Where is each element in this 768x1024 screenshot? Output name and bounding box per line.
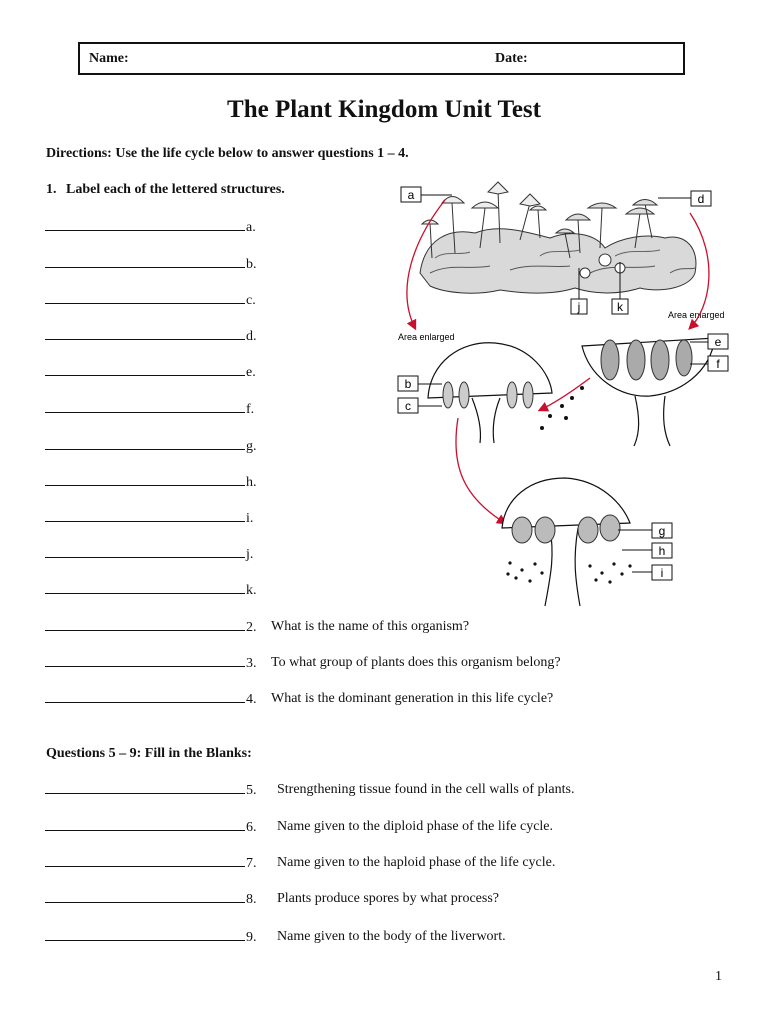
- name-label: Name:: [89, 51, 129, 66]
- blank[interactable]: [45, 364, 245, 376]
- answer-line-h[interactable]: [45, 474, 257, 491]
- date-label: Date:: [495, 51, 528, 66]
- blank[interactable]: [45, 855, 245, 867]
- question-9-text: Name given to the body of the liverwort.: [277, 929, 506, 944]
- label-letter: c.: [246, 293, 256, 308]
- answer-line-3[interactable]: [45, 655, 257, 672]
- blank[interactable]: [45, 256, 245, 268]
- question-1-number: 1.: [46, 182, 57, 197]
- label-letter: f.: [246, 402, 255, 417]
- label-box-k: [612, 299, 628, 314]
- label-box-f: [708, 356, 728, 371]
- label-letter: b.: [246, 257, 257, 272]
- blank[interactable]: [45, 219, 245, 231]
- blank[interactable]: [45, 691, 245, 703]
- question-3-text: To what group of plants does this organism belong?: [271, 655, 561, 670]
- answer-line-e[interactable]: [45, 364, 256, 381]
- question-5-text: Strengthening tissue found in the cell walls of plants.: [277, 782, 575, 797]
- label-letter-a: a: [407, 188, 415, 202]
- question-number: 4.: [246, 692, 257, 707]
- label-box-a: [401, 187, 421, 202]
- label-letter: i.: [246, 511, 254, 526]
- label-letter-j: j: [577, 300, 581, 314]
- answer-line-a[interactable]: [45, 219, 256, 236]
- answer-line-7[interactable]: [45, 855, 257, 872]
- blank[interactable]: [45, 929, 245, 941]
- label-letter-f: f: [716, 357, 720, 371]
- question-number: 2.: [246, 620, 257, 635]
- answer-line-i[interactable]: [45, 510, 253, 527]
- label-letter-c: c: [405, 399, 411, 413]
- answer-line-j[interactable]: [45, 546, 253, 563]
- question-number: 3.: [246, 656, 257, 671]
- label-letter: d.: [246, 329, 257, 344]
- area-enlarged-label-1: Area enlarged: [398, 332, 455, 342]
- blank[interactable]: [45, 546, 245, 558]
- label-letter-d: d: [697, 192, 705, 206]
- blank[interactable]: [45, 292, 245, 304]
- question-4-text: What is the dominant generation in this life cycle?: [271, 691, 554, 706]
- question-1-text: Label each of the lettered structures.: [66, 182, 285, 197]
- label-box-g: [652, 523, 672, 538]
- question-1: [46, 182, 285, 198]
- label-box-c: [398, 398, 418, 413]
- question-6-text: Name given to the diploid phase of the life cycle.: [277, 819, 554, 834]
- answer-line-b[interactable]: [45, 256, 257, 273]
- label-letter: h.: [246, 475, 257, 490]
- answer-line-5[interactable]: [45, 782, 257, 799]
- label-letter-b: b: [404, 377, 412, 391]
- antheridiophore-illustration: [428, 343, 552, 443]
- blank[interactable]: [45, 474, 245, 486]
- label-letter-g: g: [658, 524, 666, 538]
- question-number: 8.: [246, 892, 257, 907]
- label-letter: a.: [246, 220, 256, 235]
- label-letter-k: k: [617, 300, 623, 314]
- archegoniophore-illustration: [582, 338, 715, 446]
- answer-line-k[interactable]: [45, 582, 257, 599]
- question-number: 6.: [246, 820, 257, 835]
- label-letter: g.: [246, 439, 257, 454]
- liverwort-life-cycle-diagram: [390, 178, 735, 613]
- blank[interactable]: [45, 655, 245, 667]
- blank[interactable]: [45, 438, 245, 450]
- blank[interactable]: [45, 782, 245, 794]
- blank[interactable]: [45, 819, 245, 831]
- label-letter: k.: [246, 583, 257, 598]
- label-letter: j.: [246, 547, 254, 562]
- question-2-text: What is the name of this organism?: [271, 619, 470, 634]
- answer-line-8[interactable]: [45, 891, 257, 908]
- label-box-j: [571, 299, 587, 314]
- section-2-heading: Questions 5 – 9: Fill in the Blanks:: [46, 746, 252, 761]
- label-letter-e: e: [714, 335, 722, 349]
- answer-line-c[interactable]: [45, 292, 256, 309]
- label-box-i: [652, 565, 672, 580]
- answer-line-4[interactable]: [45, 691, 257, 708]
- label-box-d: [691, 191, 711, 206]
- answer-line-g[interactable]: [45, 438, 257, 455]
- question-number: 7.: [246, 856, 257, 871]
- blank[interactable]: [45, 328, 245, 340]
- label-letter-i: i: [660, 566, 664, 580]
- label-letter: e.: [246, 365, 256, 380]
- answer-line-d[interactable]: [45, 328, 257, 345]
- blank[interactable]: [45, 619, 245, 631]
- question-number: 5.: [246, 783, 257, 798]
- question-number: 9.: [246, 930, 257, 945]
- blank[interactable]: [45, 891, 245, 903]
- directions: Directions: Use the life cycle below to answer questions 1 – 4.: [46, 146, 409, 161]
- page-title: The Plant Kingdom Unit Test: [227, 96, 541, 123]
- sporophyte-illustration: [502, 478, 632, 606]
- blank[interactable]: [45, 510, 245, 522]
- question-7-text: Name given to the haploid phase of the life cycle.: [277, 855, 556, 870]
- label-box-b: [398, 376, 418, 391]
- blank[interactable]: [45, 401, 245, 413]
- page-number: 1: [715, 969, 722, 984]
- name-date-box: [78, 42, 685, 75]
- answer-line-2[interactable]: [45, 619, 257, 636]
- answer-line-6[interactable]: [45, 819, 257, 836]
- area-enlarged-label-2: Area enlarged: [668, 310, 725, 320]
- answer-line-f[interactable]: [45, 401, 254, 418]
- answer-line-9[interactable]: [45, 929, 257, 946]
- thallus-illustration: [420, 182, 696, 293]
- question-8-text: Plants produce spores by what process?: [277, 891, 500, 906]
- label-box-h: [652, 543, 672, 558]
- label-box-e: [708, 334, 728, 349]
- blank[interactable]: [45, 582, 245, 594]
- label-letter-h: h: [658, 544, 666, 558]
